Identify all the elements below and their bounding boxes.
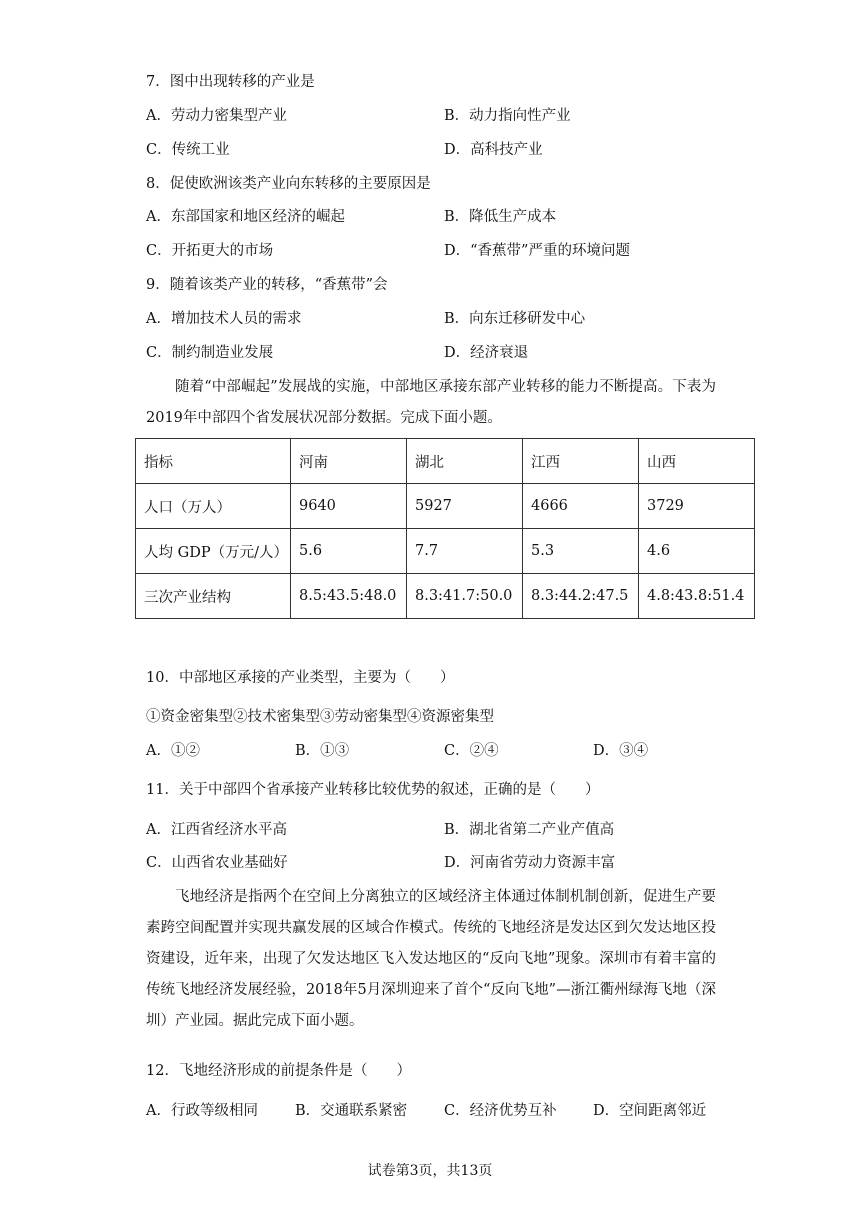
q10-option-d: D．③④: [593, 743, 649, 759]
table-cell: 3729: [639, 484, 755, 529]
table-cell: 7.7: [407, 529, 523, 574]
q10-option-a: A．①②: [146, 743, 200, 759]
table-row: [136, 574, 755, 619]
q9-option-b: B．向东迁移研发中心: [444, 311, 586, 327]
q8-option-a: A．东部国家和地区经济的崛起: [146, 209, 345, 225]
q11-option-c: C．山西省农业基础好: [146, 855, 288, 871]
table-row: [136, 529, 755, 574]
q12-option-c: C．经济优势互补: [444, 1103, 557, 1119]
table-cell: 4666: [523, 484, 639, 529]
q8-option-d: D．“香蕉带”严重的环境问题: [444, 243, 630, 259]
q9-option-c: C．制约制造业发展: [146, 345, 274, 361]
question-10-stem: 10．中部地区承接的产业类型，主要为（ ）: [146, 670, 455, 686]
table-cell: 8.3:41.7:50.0: [407, 574, 523, 619]
question-9-stem: 9．随着该类产业的转移，“香蕉带”会: [146, 277, 388, 293]
table-cell: 4.8:43.8:51.4: [639, 574, 755, 619]
q7-option-c: C．传统工业: [146, 142, 230, 158]
q11-option-d: D．河南省劳动力资源丰富: [444, 855, 616, 871]
question-11-stem: 11．关于中部四个省承接产业转移比较优势的叙述，正确的是（ ）: [146, 782, 600, 798]
table-header-cell: 指标: [136, 439, 291, 484]
table-header-row: [136, 439, 755, 484]
table-cell: 9640: [291, 484, 407, 529]
table-cell: 人均 GDP（万元/人）: [136, 529, 291, 574]
table-cell: 三次产业结构: [136, 574, 291, 619]
page-footer: 试卷第3页，共13页: [367, 1163, 493, 1179]
passage-enclave-economy: 飞地经济是指两个在空间上分离独立的区域经济主体通过体制机制创新，促进生产要素跨空间配置并实现共赢发展的区域合作模式。传统的飞地经济是发达区到欠发达地区投资建设，近年来，出现了欠发达地区飞入发达地区的“反向飞地”现象。深圳市有着丰富的传统飞地经济发展经验，2018年5月深圳迎来了首个“反向飞地”—浙江衢州绿海飞地（深圳）产业园。据此完成下面小题。: [146, 889, 716, 1029]
q8-option-b: B．降低生产成本: [444, 209, 557, 225]
q12-option-b: B．交通联系紧密: [295, 1103, 408, 1119]
q7-option-b: B．动力指向性产业: [444, 108, 571, 124]
table-cell: 人口（万人）: [136, 484, 291, 529]
table-cell: 5.3: [523, 529, 639, 574]
table-header-cell: 山西: [639, 439, 755, 484]
q9-option-d: D．经济衰退: [444, 345, 529, 361]
passage-central-region: 随着“中部崛起”发展战的实施，中部地区承接东部产业转移的能力不断提高。下表为2019年中部四个省发展状况部分数据。完成下面小题。: [146, 379, 716, 426]
q9-option-a: A．增加技术人员的需求: [146, 311, 302, 327]
table-cell: 5.6: [291, 529, 407, 574]
table-cell: 5927: [407, 484, 523, 529]
q7-option-a: A．劳动力密集型产业: [146, 108, 287, 124]
q11-option-b: B．湖北省第二产业产值高: [444, 822, 615, 838]
q10-option-c: C．②④: [444, 743, 499, 759]
province-data-table: [135, 438, 755, 619]
table-row: [136, 484, 755, 529]
table-header-cell: 河南: [291, 439, 407, 484]
q11-option-a: A．江西省经济水平高: [146, 822, 287, 838]
table-cell: 8.3:44.2:47.5: [523, 574, 639, 619]
table-cell: 8.5:43.5:48.0: [291, 574, 407, 619]
q8-option-c: C．开拓更大的市场: [146, 243, 274, 259]
q12-option-d: D．空间距离邻近: [593, 1103, 707, 1119]
q10-option-b: B．①③: [295, 743, 350, 759]
q10-sub-options: ①资金密集型②技术密集型③劳动密集型④资源密集型: [146, 709, 494, 725]
question-12-stem: 12．飞地经济形成的前提条件是（ ）: [146, 1063, 411, 1079]
table-cell: 4.6: [639, 529, 755, 574]
table-header-cell: 江西: [523, 439, 639, 484]
q12-option-a: A．行政等级相同: [146, 1103, 258, 1119]
table-header-cell: 湖北: [407, 439, 523, 484]
question-8-stem: 8．促使欧洲该类产业向东转移的主要原因是: [146, 176, 431, 192]
q7-option-d: D．高科技产业: [444, 142, 543, 158]
question-7-stem: 7．图中出现转移的产业是: [146, 74, 315, 90]
